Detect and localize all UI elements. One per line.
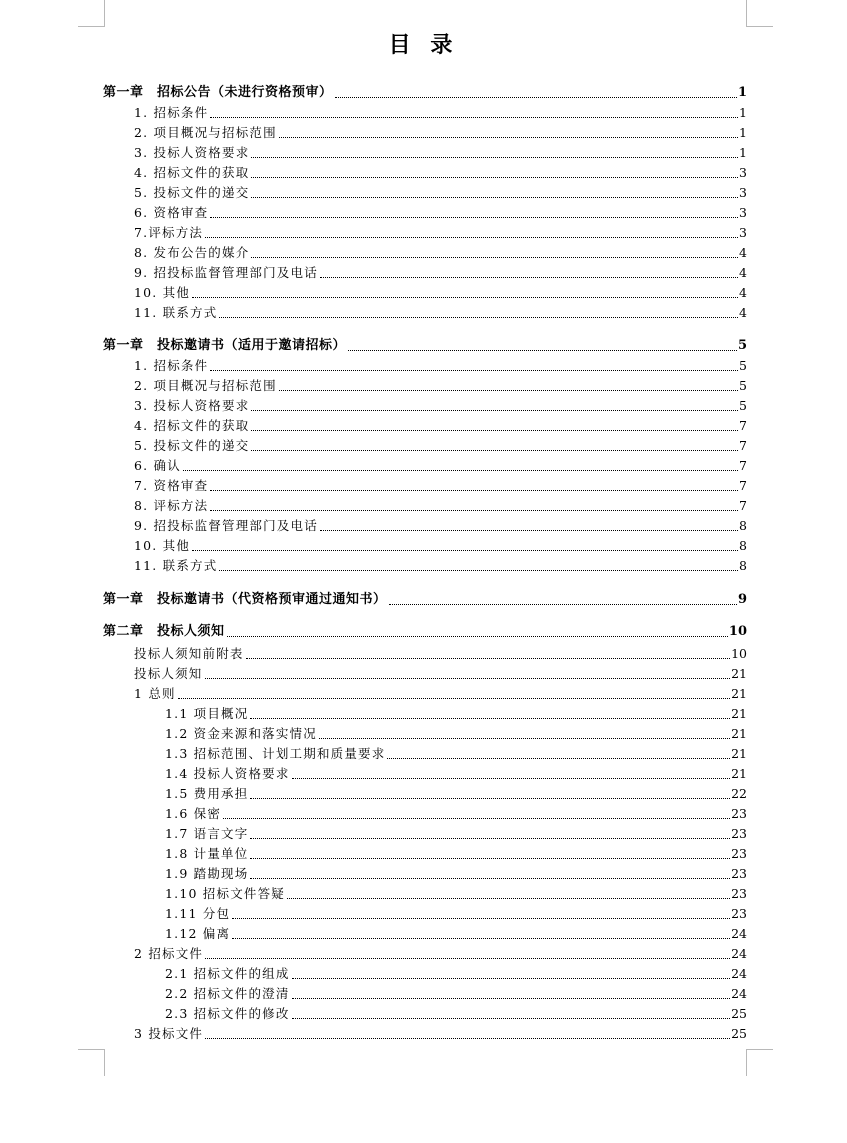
toc-page-number: 3 bbox=[739, 225, 747, 240]
toc-entry-row[interactable] bbox=[134, 556, 747, 574]
dot-leader bbox=[183, 469, 738, 471]
dot-leader bbox=[387, 757, 730, 759]
toc-entry-row[interactable] bbox=[134, 944, 747, 962]
toc-page-number: 3 bbox=[739, 165, 747, 180]
toc-page-number: 7 bbox=[739, 458, 747, 473]
toc-page-number: 23 bbox=[731, 806, 747, 821]
page-title: 目 录 bbox=[388, 33, 459, 58]
dot-leader bbox=[251, 449, 738, 451]
dot-leader bbox=[292, 997, 731, 999]
toc-entry-label: 5. 投标文件的递交 bbox=[134, 438, 250, 453]
toc-page-number: 10 bbox=[731, 646, 747, 661]
toc-entry-label: 11. 联系方式 bbox=[134, 558, 218, 573]
toc-entry-label: 5. 投标文件的递交 bbox=[134, 185, 250, 200]
toc-entry-row[interactable] bbox=[165, 984, 747, 1002]
toc-entry-label: 8. 评标方法 bbox=[134, 498, 209, 513]
toc-entry-label: 8. 发布公告的媒介 bbox=[134, 245, 250, 260]
dot-leader bbox=[292, 777, 731, 779]
toc-entry-label: 投标人须知前附表 bbox=[134, 646, 244, 661]
toc-entry-row[interactable] bbox=[134, 684, 747, 702]
dot-leader bbox=[205, 677, 731, 679]
toc-entry-label: 1.4 投标人资格要求 bbox=[165, 766, 290, 781]
dot-leader bbox=[250, 797, 730, 799]
toc-entry-row[interactable] bbox=[165, 764, 747, 782]
toc-entry-label: 7. 资格审查 bbox=[134, 478, 209, 493]
toc-entry-row[interactable] bbox=[165, 784, 747, 802]
toc-page-number: 5 bbox=[737, 338, 747, 353]
toc-entry-label: 3. 投标人资格要求 bbox=[134, 398, 250, 413]
toc-entry-label: 9. 招投标监督管理部门及电话 bbox=[134, 265, 318, 280]
toc-entry-row[interactable] bbox=[134, 303, 747, 321]
toc-entry-label: 1. 招标条件 bbox=[134, 105, 209, 120]
dot-leader bbox=[210, 116, 738, 118]
toc-entry-row[interactable] bbox=[165, 824, 747, 842]
toc-entry-row[interactable] bbox=[134, 476, 747, 494]
dot-leader bbox=[292, 977, 731, 979]
toc-entry-row[interactable] bbox=[134, 223, 747, 241]
toc-entry-row[interactable] bbox=[165, 744, 747, 762]
toc-page-number: 23 bbox=[731, 906, 747, 921]
toc-entry-label: 第一章 投标邀请书（适用于邀请招标） bbox=[103, 338, 347, 353]
toc-page-number: 21 bbox=[731, 746, 747, 761]
toc-page-number: 4 bbox=[739, 305, 747, 320]
toc-entry-label: 第二章 投标人须知 bbox=[103, 624, 225, 639]
dot-leader bbox=[251, 176, 738, 178]
toc-page-number: 10 bbox=[728, 624, 747, 639]
toc-page-number: 21 bbox=[731, 686, 747, 701]
dot-leader bbox=[210, 369, 738, 371]
toc-page-number: 21 bbox=[731, 726, 747, 741]
dot-leader bbox=[250, 837, 730, 839]
dot-leader bbox=[250, 717, 730, 719]
toc-page-number: 25 bbox=[731, 1006, 747, 1021]
toc-entry-row[interactable] bbox=[134, 263, 747, 281]
toc-entry-label: 2.1 招标文件的组成 bbox=[165, 966, 290, 981]
dot-leader bbox=[251, 429, 738, 431]
toc-page-number: 8 bbox=[739, 518, 747, 533]
toc-entry-label: 11. 联系方式 bbox=[134, 305, 218, 320]
toc-entry-label: 1.1 项目概况 bbox=[165, 706, 249, 721]
toc-entry-label: 1.9 踏勘现场 bbox=[165, 866, 249, 881]
toc-page-number: 1 bbox=[739, 125, 747, 140]
toc-page-number: 7 bbox=[739, 418, 747, 433]
toc-entry-row[interactable] bbox=[165, 1004, 747, 1022]
toc-entry-row[interactable] bbox=[134, 416, 747, 434]
dot-leader bbox=[246, 657, 730, 659]
toc-page-number: 4 bbox=[739, 285, 747, 300]
dot-leader bbox=[178, 697, 730, 699]
toc-page-number: 23 bbox=[731, 826, 747, 841]
toc-page-number: 22 bbox=[731, 786, 747, 801]
toc-page-number: 5 bbox=[739, 378, 747, 393]
toc-entry-row[interactable] bbox=[134, 203, 747, 221]
toc-entry-label: 1.3 招标范围、计划工期和质量要求 bbox=[165, 746, 386, 761]
dot-leader bbox=[205, 957, 730, 959]
toc-entry-row[interactable] bbox=[134, 456, 747, 474]
toc-entry-row[interactable] bbox=[165, 804, 747, 822]
dot-leader bbox=[292, 1017, 731, 1019]
toc-entry-row[interactable] bbox=[134, 183, 747, 201]
toc-entry-row[interactable] bbox=[165, 924, 747, 942]
toc-entry-label: 2. 项目概况与招标范围 bbox=[134, 378, 277, 393]
toc-page-number: 24 bbox=[731, 926, 747, 941]
dot-leader bbox=[335, 96, 737, 98]
toc-page-number: 4 bbox=[739, 265, 747, 280]
toc-entry-row[interactable] bbox=[134, 664, 747, 682]
dot-leader bbox=[250, 877, 730, 879]
toc-entry-label: 2.2 招标文件的澄清 bbox=[165, 986, 290, 1001]
toc-page-number: 8 bbox=[739, 538, 747, 553]
toc-entry-label: 4. 招标文件的获取 bbox=[134, 165, 250, 180]
dot-leader bbox=[205, 1037, 730, 1039]
toc-entry-label: 3 投标文件 bbox=[134, 1026, 204, 1041]
toc-entry-row[interactable] bbox=[165, 864, 747, 882]
toc-page-number: 21 bbox=[731, 766, 747, 781]
toc-entry-label: 1.7 语言文字 bbox=[165, 826, 249, 841]
toc-page-number: 7 bbox=[739, 498, 747, 513]
toc-entry-label: 1.10 招标文件答疑 bbox=[165, 886, 286, 901]
dot-leader bbox=[210, 489, 738, 491]
toc-entry-label: 1. 招标条件 bbox=[134, 358, 209, 373]
toc-page-number: 7 bbox=[739, 438, 747, 453]
toc-entry-label: 1.12 偏离 bbox=[165, 926, 231, 941]
toc-entry-label: 1.8 计量单位 bbox=[165, 846, 249, 861]
toc-entry-row[interactable] bbox=[165, 724, 747, 742]
toc-page-number: 24 bbox=[731, 986, 747, 1001]
toc-entry-row[interactable] bbox=[134, 536, 747, 554]
dot-leader bbox=[287, 897, 730, 899]
toc-entry-label: 第一章 招标公告（未进行资格预审） bbox=[103, 85, 333, 100]
toc-chapter-row[interactable] bbox=[103, 590, 747, 608]
toc-entry-row[interactable] bbox=[165, 964, 747, 982]
toc-entry-label: 6. 资格审查 bbox=[134, 205, 209, 220]
toc-page-number: 1 bbox=[739, 145, 747, 160]
dot-leader bbox=[251, 409, 738, 411]
dot-leader bbox=[279, 136, 738, 138]
toc-entry-label: 6. 确认 bbox=[134, 458, 181, 473]
toc-entry-label: 7.评标方法 bbox=[134, 225, 204, 240]
toc-page-number: 3 bbox=[739, 205, 747, 220]
toc-page-number: 24 bbox=[731, 946, 747, 961]
toc-entry-row[interactable] bbox=[165, 884, 747, 902]
toc-entry-row[interactable] bbox=[134, 356, 747, 374]
toc-entry-row[interactable] bbox=[134, 143, 747, 161]
dot-leader bbox=[223, 817, 730, 819]
toc-page-number: 5 bbox=[739, 358, 747, 373]
dot-leader bbox=[251, 256, 738, 258]
toc-entry-label: 1.2 资金来源和落实情况 bbox=[165, 726, 317, 741]
toc-entry-label: 第一章 投标邀请书（代资格预审通过通知书） bbox=[103, 592, 387, 607]
toc-page-number: 3 bbox=[739, 185, 747, 200]
toc-entry-row[interactable] bbox=[134, 283, 747, 301]
toc-entry-label: 9. 招投标监督管理部门及电话 bbox=[134, 518, 318, 533]
toc-entry-label: 3. 投标人资格要求 bbox=[134, 145, 250, 160]
toc-entry-row[interactable] bbox=[134, 163, 747, 181]
toc-page-number: 4 bbox=[739, 245, 747, 260]
toc-page-number: 23 bbox=[731, 866, 747, 881]
toc-entry-row[interactable] bbox=[165, 704, 747, 722]
dot-leader bbox=[232, 937, 730, 939]
dot-leader bbox=[210, 216, 738, 218]
toc-entry-label: 4. 招标文件的获取 bbox=[134, 418, 250, 433]
dot-leader bbox=[348, 349, 737, 351]
toc-page-number: 1 bbox=[739, 105, 747, 120]
dot-leader bbox=[219, 316, 738, 318]
toc-chapter-row[interactable] bbox=[103, 622, 747, 640]
toc-page-number: 1 bbox=[737, 85, 747, 100]
toc-entry-row[interactable] bbox=[134, 103, 747, 121]
dot-leader bbox=[320, 276, 738, 278]
toc-entry-row[interactable] bbox=[134, 644, 747, 662]
toc-page-number: 23 bbox=[731, 886, 747, 901]
toc-entry-label: 1 总则 bbox=[134, 686, 176, 701]
dot-leader bbox=[320, 529, 738, 531]
dot-leader bbox=[219, 569, 738, 571]
toc-entry-row[interactable] bbox=[134, 243, 747, 261]
toc-entry-row[interactable] bbox=[134, 396, 747, 414]
dot-leader bbox=[227, 635, 728, 637]
toc-entry-row[interactable] bbox=[134, 1024, 747, 1042]
toc-entry-label: 10. 其他 bbox=[134, 285, 191, 300]
toc-chapter-row[interactable] bbox=[103, 83, 747, 101]
dot-leader bbox=[319, 737, 730, 739]
toc-page-number: 5 bbox=[739, 398, 747, 413]
toc-entry-row[interactable] bbox=[134, 123, 747, 141]
toc-entry-label: 2 招标文件 bbox=[134, 946, 204, 961]
dot-leader bbox=[250, 857, 730, 859]
toc-entry-label: 2. 项目概况与招标范围 bbox=[134, 125, 277, 140]
toc-page-number: 25 bbox=[731, 1026, 747, 1041]
toc-page-number: 24 bbox=[731, 966, 747, 981]
dot-leader bbox=[205, 236, 738, 238]
dot-leader bbox=[232, 917, 730, 919]
toc-entry-label: 投标人须知 bbox=[134, 666, 203, 681]
toc-page-number: 7 bbox=[739, 478, 747, 493]
toc-entry-label: 1.5 费用承担 bbox=[165, 786, 249, 801]
toc-entry-label: 1.6 保密 bbox=[165, 806, 222, 821]
toc-entry-row[interactable] bbox=[165, 904, 747, 922]
toc-page-number: 21 bbox=[731, 666, 747, 681]
toc-entry-label: 2.3 招标文件的修改 bbox=[165, 1006, 290, 1021]
toc-entry-row[interactable] bbox=[134, 516, 747, 534]
toc-page-number: 8 bbox=[739, 558, 747, 573]
dot-leader bbox=[192, 296, 738, 298]
toc-entry-row[interactable] bbox=[165, 844, 747, 862]
dot-leader bbox=[251, 156, 738, 158]
dot-leader bbox=[389, 603, 737, 605]
toc-page-number: 21 bbox=[731, 706, 747, 721]
toc-chapter-row[interactable] bbox=[103, 336, 747, 354]
toc-entry-label: 10. 其他 bbox=[134, 538, 191, 553]
toc-entry-row[interactable] bbox=[134, 436, 747, 454]
dot-leader bbox=[192, 549, 738, 551]
toc-page-number: 23 bbox=[731, 846, 747, 861]
dot-leader bbox=[251, 196, 738, 198]
dot-leader bbox=[210, 509, 738, 511]
dot-leader bbox=[279, 389, 738, 391]
toc-entry-row[interactable] bbox=[134, 496, 747, 514]
toc-entry-label: 1.11 分包 bbox=[165, 906, 231, 921]
toc-entry-row[interactable] bbox=[134, 376, 747, 394]
toc-page-number: 9 bbox=[737, 592, 747, 607]
